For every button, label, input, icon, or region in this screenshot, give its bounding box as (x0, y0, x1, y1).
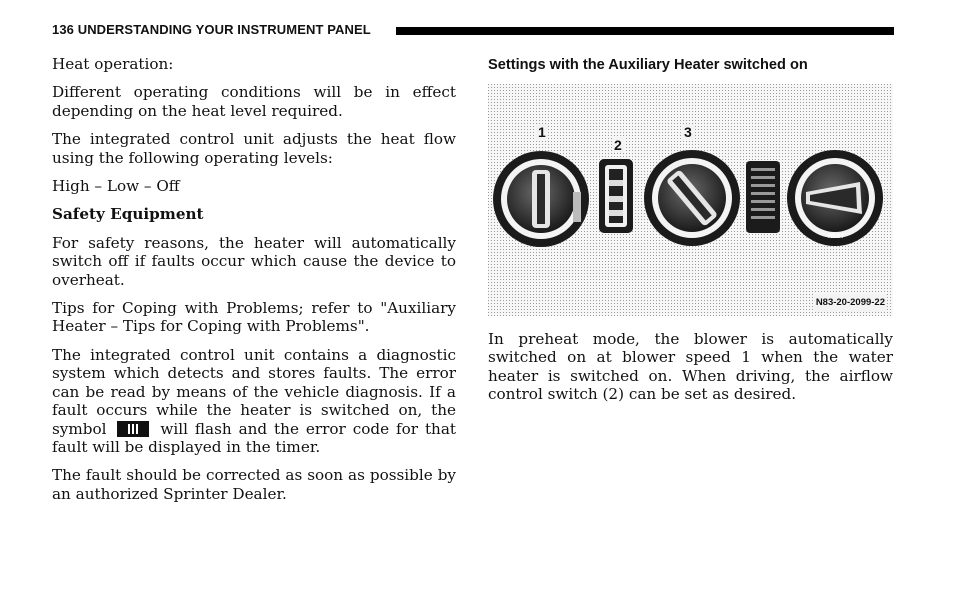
callout-3: 3 (684, 124, 692, 140)
paragraph-preheat: In preheat mode, the blower is automatically switched on at blower speed 1 when the water heater is switched on. When driving, the airflow control switch (2) can be set as desired. (488, 330, 893, 404)
diagnostic-text-before: The integrated control unit contains a diagnostic system which detects and stores faults. The error can be read by means of the vehicle diagnosis. If a fault occurs while the heater is switched on, the symbol (52, 345, 456, 438)
heater-symbol-icon (117, 421, 149, 437)
heater-controls-figure (488, 84, 893, 316)
paragraph-safety: For safety reasons, the heater will automatically switch off if faults occur which cause the device to overheat. (52, 233, 456, 289)
right-column (488, 55, 893, 414)
header-rule (396, 27, 894, 35)
airflow-control-switch (599, 159, 633, 233)
safety-equipment-heading: Safety Equipment (52, 205, 204, 224)
paragraph-control-unit: The integrated control unit adjusts the heat flow using the following operating levels: (52, 130, 456, 167)
callout-2: 2 (614, 137, 622, 153)
page-header-title: 136 UNDERSTANDING YOUR INSTRUMENT PANEL (52, 22, 371, 37)
diagnostic-text-after: will flash and the error code for that fault will be displayed in the timer. (52, 419, 456, 456)
page-header (52, 20, 894, 40)
paragraph-tips: Tips for Coping with Problems; refer to "Auxiliary Heater – Tips for Coping with Problems". (52, 299, 456, 336)
vent-grille (746, 161, 780, 233)
callout-1: 1 (538, 124, 546, 140)
paragraph-diagnostic (52, 346, 456, 456)
figure-code: N83-20-2099-22 (814, 294, 887, 312)
rest-label: REST (828, 234, 845, 240)
temperature-knob (493, 151, 589, 247)
paragraph-dealer: The fault should be corrected as soon as possible by an authorized Sprinter Dealer. (52, 466, 456, 503)
heater-controls-illustration (488, 84, 893, 316)
figure-heading: Settings with the Auxiliary Heater switched on (488, 57, 808, 73)
left-column (52, 55, 456, 513)
air-distribution-knob (644, 150, 740, 246)
paragraph-operating-conditions: Different operating conditions will be in effect depending on the heat level required. (52, 83, 456, 120)
operating-levels: High – Low – Off (52, 177, 180, 196)
heat-operation-label: Heat operation: (52, 55, 174, 73)
